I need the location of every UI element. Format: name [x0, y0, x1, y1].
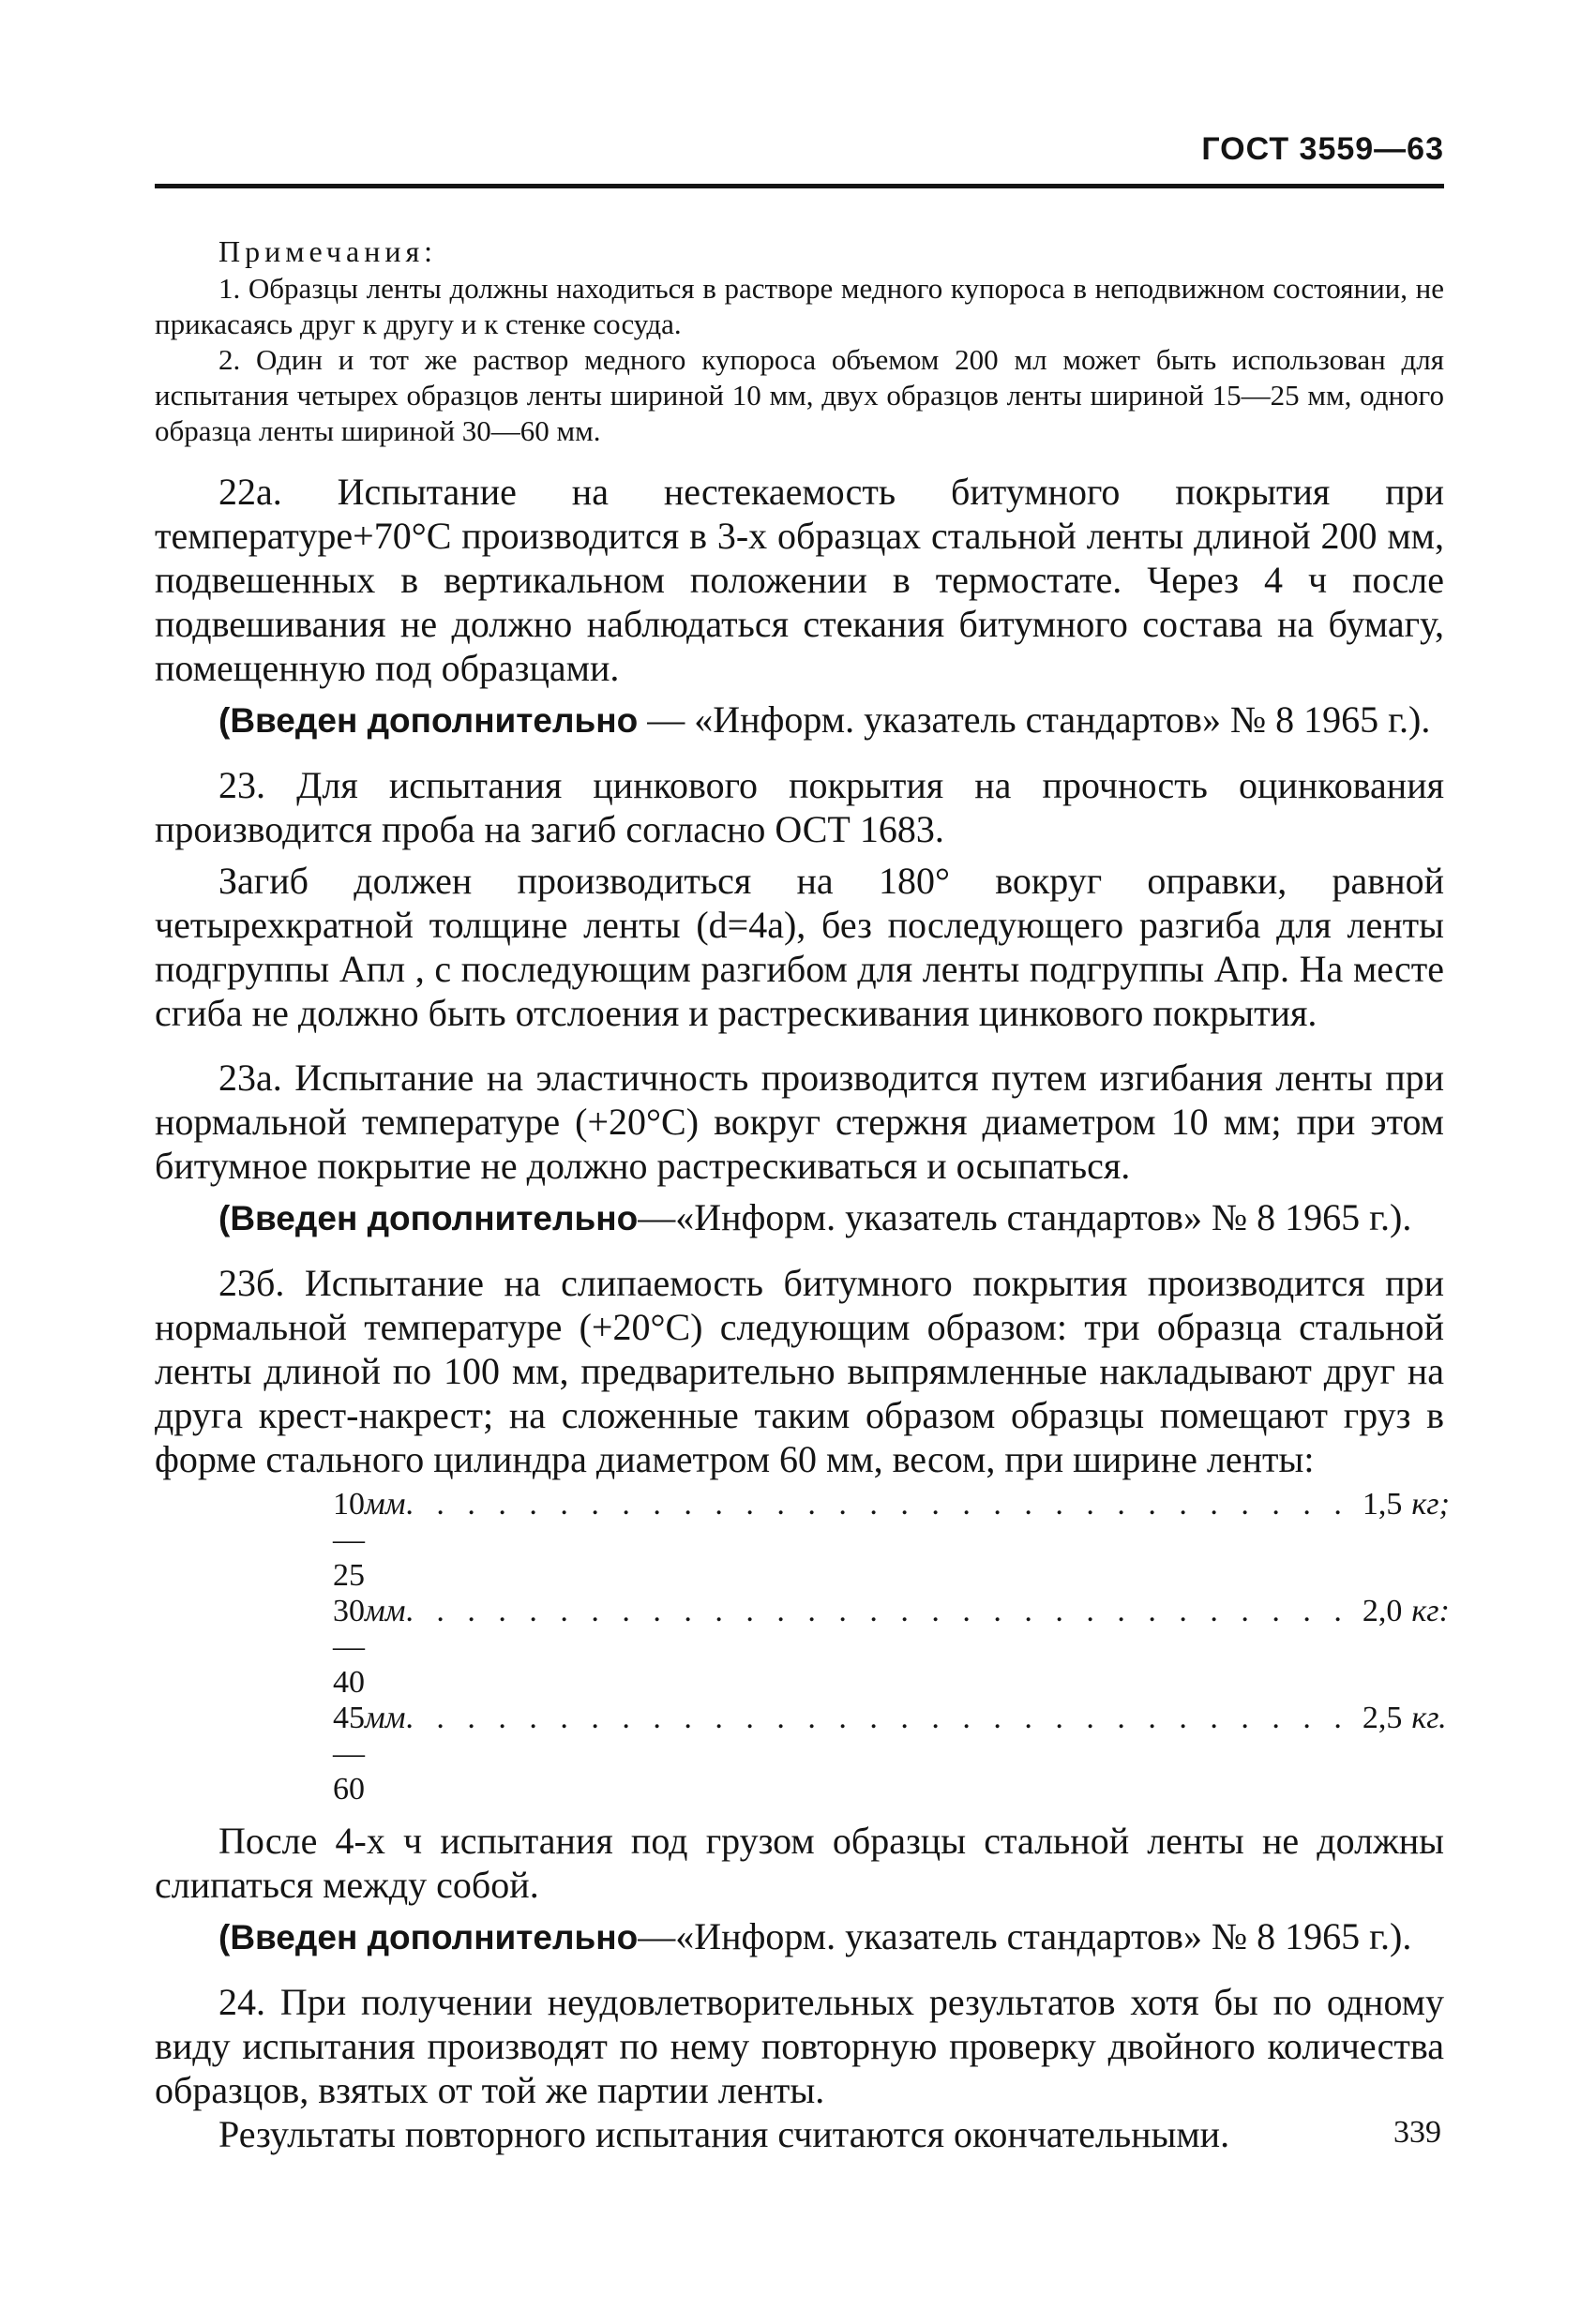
- paragraph-23b: 23б. Испытание на слипаемость битумного покрытия производится при нормальной температуре (+20°С) следующим образом: три образца стальной ленты длиной по 100 мм, предварительно выпрямленные накладывают друг на друга крест-накрест; на сложенные таким образом образцы помещают груз в форме стального цилиндра диаметром 60 мм, весом, при ширине ленты:: [155, 1262, 1444, 1480]
- notes-heading: Примечания:: [218, 234, 438, 268]
- weight-unit: мм: [365, 1594, 406, 1628]
- amendment-22a-text: — «Информ. указатель стандартов» № 8 1965 г.).: [638, 698, 1431, 741]
- weight-value: 2,5: [1362, 1701, 1403, 1735]
- amendment-23a-bold: (Введен дополнительно: [218, 1199, 639, 1237]
- page-content: [155, 234, 1450, 2156]
- paragraph-24: 24. При получении неудовлетворительных результатов хотя бы по одному виду испытания производят по нему повторную проверку двойного количества образцов, взятых от той же партии ленты.: [155, 1981, 1444, 2111]
- weight-range: 30—40: [333, 1594, 365, 1700]
- paragraph-23b-result: После 4-х ч испытания под грузом образцы стальной ленты не должны слипаться между собой.: [155, 1820, 1444, 1906]
- page-number: 339: [1393, 2115, 1441, 2150]
- weight-row: [333, 1701, 1447, 1807]
- leader-dots: . . . . . . . . . . . . . . . . . . . . . . . . . . . . . . .: [405, 1594, 1349, 1628]
- paragraph-23-bend: Загиб должен производиться на 180° вокруг оправки, равной четырехкратной толщине ленты (d=4a), без последующего разгиба для ленты подгруппы Апл , с последующим разгибом для ленты подгруппы Апр. На месте сгиба не должно быть отслоения и растрескивания цинкового покрытия.: [155, 860, 1444, 1034]
- weight-unit: мм: [365, 1701, 406, 1735]
- amendment-23b-text: —«Информ. указатель стандартов» № 8 1965 г.).: [638, 1915, 1412, 1957]
- header-rule: [155, 184, 1444, 188]
- note-1: 1. Образцы ленты должны находиться в растворе медного купороса в неподвижном состоянии, не прикасаясь друг к другу и к стенке сосуда.: [155, 272, 1444, 340]
- leader-dots: . . . . . . . . . . . . . . . . . . . . . . . . . . . . . . .: [405, 1487, 1349, 1522]
- amendment-23a: [155, 1195, 1444, 1240]
- amendment-22a: [155, 697, 1444, 742]
- note-2: 2. Один и тот же раствор медного купороса объемом 200 мл может быть использован для испытания четырех образцов ленты шириной 10 мм, двух образцов ленты шириной 15—25 мм, одного образца ленты шириной 30—60 мм.: [155, 343, 1444, 447]
- weight-row: [333, 1487, 1450, 1594]
- weight-row: [333, 1594, 1450, 1701]
- paragraph-23a: 23а. Испытание на эластичность производится путем изгибания ленты при нормальной температуре (+20°С) вокруг стержня диаметром 10 мм; при этом битумное покрытие не должно растрескиваться и осыпаться.: [155, 1057, 1444, 1187]
- weight-list: [333, 1487, 1450, 1807]
- standard-title: ГОСТ 3559—63: [1201, 131, 1444, 167]
- weight-value: 1,5: [1362, 1487, 1403, 1522]
- weight-range: 45—60: [333, 1701, 365, 1807]
- paragraph-22a: 22а. Испытание на нестекаемость битумного покрытия при температуре+70°С производится в 3-х образцах стальной ленты длиной 200 мм, подвешенных в вертикальном положении в термостате. Через 4 ч после подвешивания не должно наблюдаться стекания битумного состава на бумагу, помещенную под образцами.: [155, 471, 1444, 689]
- weight-kg: кг:: [1411, 1594, 1450, 1628]
- weight-unit: мм: [365, 1487, 406, 1522]
- weight-value: 2,0: [1362, 1594, 1403, 1628]
- amendment-23b-bold: (Введен дополнительно: [218, 1918, 639, 1957]
- weight-range: 10—25: [333, 1487, 365, 1593]
- weight-kg: кг.: [1411, 1701, 1447, 1735]
- weight-kg: кг;: [1411, 1487, 1450, 1522]
- paragraph-23: 23. Для испытания цинкового покрытия на прочность оцинкования производится проба на загиб согласно ОСТ 1683.: [155, 764, 1444, 850]
- paragraph-24-final: Результаты повторного испытания считаются окончательными.: [218, 2113, 1230, 2155]
- amendment-23b: [155, 1914, 1444, 1959]
- amendment-23a-text: —«Информ. указатель стандартов» № 8 1965 г.).: [638, 1196, 1412, 1238]
- amendment-22a-bold: (Введен дополнительно: [218, 701, 639, 740]
- leader-dots: . . . . . . . . . . . . . . . . . . . . . . . . . . . . . . .: [405, 1701, 1349, 1735]
